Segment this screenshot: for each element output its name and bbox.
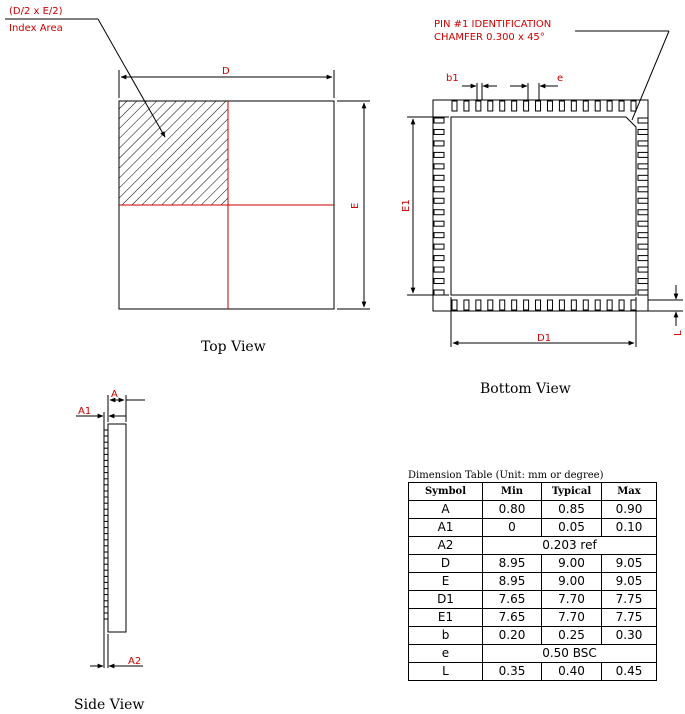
dim-e1-label: E1 (401, 199, 412, 212)
lead-pad (607, 300, 612, 310)
cell-max: 9.05 (602, 555, 657, 573)
table-row (409, 573, 657, 591)
cell-min: 0 (483, 519, 542, 537)
side-lead (104, 540, 108, 546)
lead-pad (434, 290, 444, 295)
side-lead (104, 442, 108, 448)
lead-pad (434, 210, 444, 215)
table-header-row (409, 483, 657, 501)
bottom-view-outline (433, 100, 648, 311)
lead-pad (559, 300, 564, 310)
lead-pad (524, 101, 529, 111)
lead-pad (464, 300, 469, 310)
cell-merged: 0.50 BSC (483, 645, 657, 663)
header-symbol: Symbol (409, 483, 483, 501)
lead-pad (536, 300, 541, 310)
lead-pad (638, 256, 648, 261)
cell-symbol: D1 (409, 591, 483, 609)
lead-pad (638, 198, 648, 203)
side-lead (104, 528, 108, 534)
table-row (409, 645, 657, 663)
side-view-leads (104, 430, 108, 619)
index-area-label: Index Area (9, 23, 63, 34)
table-row (409, 537, 657, 555)
cell-max: 0.90 (602, 501, 657, 519)
cell-max: 0.30 (602, 627, 657, 645)
table-row (409, 609, 657, 627)
cell-typ: 7.70 (542, 591, 602, 609)
lead-pad (638, 210, 648, 215)
cell-typ: 7.70 (542, 609, 602, 627)
lead-pad (559, 101, 564, 111)
lead-pad (583, 300, 588, 310)
pin1-id-label: PIN #1 IDENTIFICATION (434, 19, 552, 30)
side-lead (104, 601, 108, 607)
bottom-view-pads (434, 101, 648, 310)
cell-symbol: D (409, 555, 483, 573)
lead-pad (434, 233, 444, 238)
lead-pad (434, 187, 444, 192)
exposed-pad (451, 117, 636, 295)
lead-pad (536, 101, 541, 111)
top-view (119, 70, 370, 309)
lead-pad (638, 244, 648, 249)
header-min: Min (483, 483, 542, 501)
lead-pad (638, 164, 648, 169)
lead-pad (638, 141, 648, 146)
lead-pad (434, 256, 444, 261)
cell-typ: 0.40 (542, 663, 602, 681)
lead-pad (434, 175, 444, 180)
lead-pad (500, 300, 505, 310)
cell-min: 7.65 (483, 591, 542, 609)
cell-merged: 0.203 ref (483, 537, 657, 555)
dim-e-label: E (350, 202, 361, 209)
side-view-title: Side View (74, 697, 145, 713)
lead-pad (434, 164, 444, 169)
side-lead (104, 491, 108, 497)
index-hatch-area (119, 101, 228, 205)
cell-min: 8.95 (483, 573, 542, 591)
lead-pad (631, 300, 636, 310)
cell-symbol: L (409, 663, 483, 681)
dim-e-pitch-label: e (557, 73, 564, 84)
lead-pad (524, 300, 529, 310)
lead-pad (638, 175, 648, 180)
lead-pad (638, 267, 648, 272)
lead-pad (638, 290, 648, 295)
header-typical: Typical (542, 483, 602, 501)
bottom-view-title: Bottom View (480, 381, 571, 397)
cell-symbol: b (409, 627, 483, 645)
lead-pad (452, 101, 457, 111)
lead-pad (512, 300, 517, 310)
dim-a1-label: A1 (78, 406, 92, 417)
cell-max: 7.75 (602, 609, 657, 627)
lead-pad (434, 267, 444, 272)
dim-d-label: D (222, 66, 230, 77)
lead-pad (638, 129, 648, 134)
lead-pad (638, 152, 648, 157)
lead-pad (434, 129, 444, 134)
side-view (76, 395, 145, 668)
lead-pad (638, 187, 648, 192)
lead-pad (595, 300, 600, 310)
cell-min: 0.80 (483, 501, 542, 519)
pin1-chamfer-label: CHAMFER 0.300 x 45° (434, 32, 545, 43)
dim-l-label: L (673, 330, 684, 336)
dim-a-label: A (111, 389, 118, 400)
lead-pad (434, 152, 444, 157)
table-row (409, 519, 657, 537)
lead-pad (571, 300, 576, 310)
lead-pad (607, 101, 612, 111)
lead-pad (595, 101, 600, 111)
dim-d1-label: D1 (537, 333, 552, 344)
cell-symbol: A1 (409, 519, 483, 537)
cell-min: 8.95 (483, 555, 542, 573)
table-row (409, 591, 657, 609)
cell-symbol: A (409, 501, 483, 519)
cell-symbol: E1 (409, 609, 483, 627)
lead-pad (547, 101, 552, 111)
dim-a2-label: A2 (128, 656, 142, 667)
table-row (409, 555, 657, 573)
cell-max: 7.75 (602, 591, 657, 609)
lead-pad (619, 300, 624, 310)
lead-pad (638, 118, 648, 123)
cell-symbol: e (409, 645, 483, 663)
lead-pad (619, 101, 624, 111)
cell-min: 0.35 (483, 663, 542, 681)
lead-pad (464, 101, 469, 111)
dimension-table (408, 482, 657, 681)
cell-max: 0.45 (602, 663, 657, 681)
side-view-body (108, 424, 126, 632)
lead-pad (638, 233, 648, 238)
side-lead (104, 467, 108, 473)
cell-min: 0.20 (483, 627, 542, 645)
cell-typ: 0.25 (542, 627, 602, 645)
side-lead (104, 589, 108, 595)
lead-pad (434, 279, 444, 284)
side-lead (104, 503, 108, 509)
table-row (409, 627, 657, 645)
side-lead (104, 515, 108, 521)
side-lead (104, 564, 108, 570)
lead-pad (434, 198, 444, 203)
side-lead (104, 576, 108, 582)
lead-pad (488, 300, 493, 310)
cell-max: 9.05 (602, 573, 657, 591)
lead-pad (638, 279, 648, 284)
lead-pad (434, 244, 444, 249)
lead-pad (476, 101, 481, 111)
cell-typ: 0.85 (542, 501, 602, 519)
lead-pad (583, 101, 588, 111)
lead-pad (638, 221, 648, 226)
lead-pad (631, 101, 636, 111)
lead-pad (512, 101, 517, 111)
top-view-title: Top View (201, 339, 266, 355)
side-lead (104, 552, 108, 558)
lead-pad (571, 101, 576, 111)
lead-pad (452, 300, 457, 310)
cell-symbol: E (409, 573, 483, 591)
lead-pad (488, 101, 493, 111)
cell-symbol: A2 (409, 537, 483, 555)
table-row (409, 663, 657, 681)
lead-pad (500, 101, 505, 111)
lead-pad (434, 118, 444, 123)
lead-pad (434, 221, 444, 226)
side-lead (104, 454, 108, 460)
cell-typ: 0.05 (542, 519, 602, 537)
dim-b1-label: b1 (446, 73, 459, 84)
side-lead (104, 613, 108, 619)
side-lead (104, 430, 108, 436)
cell-typ: 9.00 (542, 555, 602, 573)
cell-typ: 9.00 (542, 573, 602, 591)
lead-pad (434, 141, 444, 146)
dimension-table-title: Dimension Table (Unit: mm or degree) (408, 470, 604, 481)
side-lead (104, 479, 108, 485)
header-max: Max (602, 483, 657, 501)
index-formula-label: (D/2 x E/2) (9, 6, 63, 17)
lead-pad (547, 300, 552, 310)
cell-min: 7.65 (483, 609, 542, 627)
table-row (409, 501, 657, 519)
lead-pad (476, 300, 481, 310)
cell-max: 0.10 (602, 519, 657, 537)
